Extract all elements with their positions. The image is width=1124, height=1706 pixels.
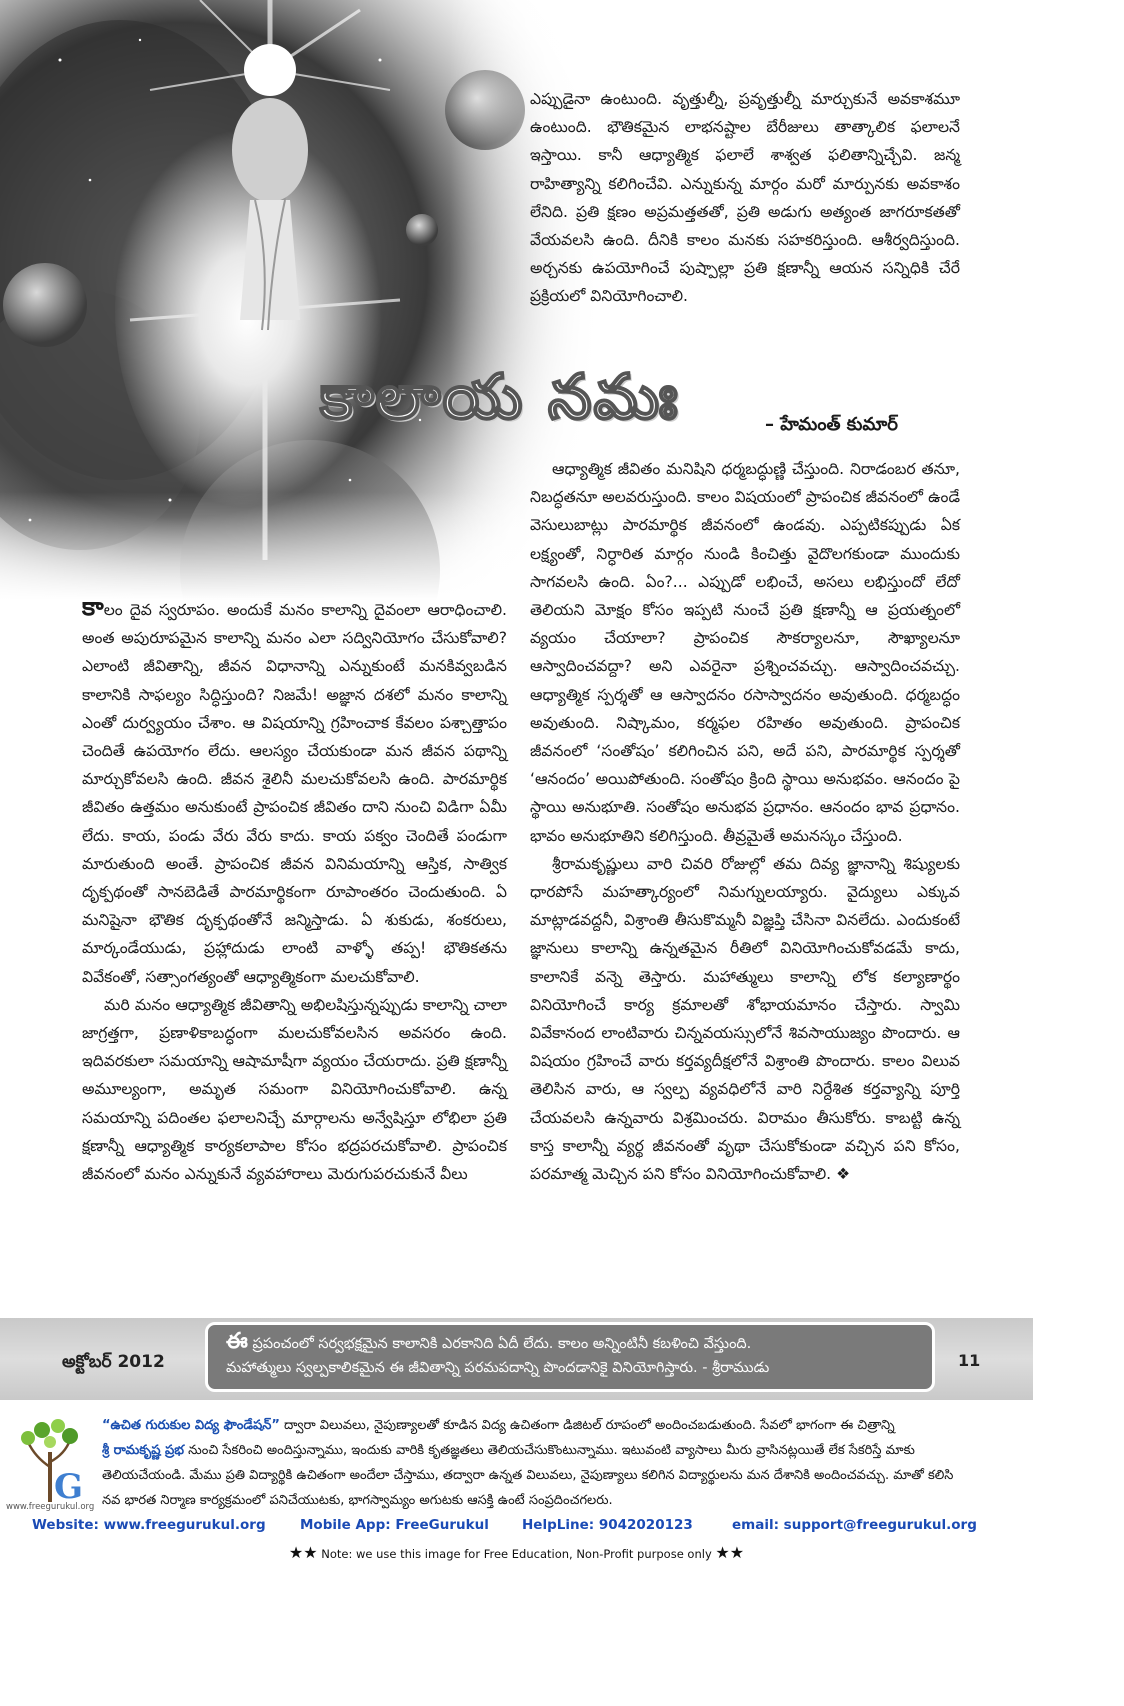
- top-paragraph: ఎప్పుడైనా ఉంటుంది. వృత్తుల్నీ, ప్రవృత్తుల్నీ మార్చుకునే అవకాశమూ ఉంటుంది. భౌతికమైన లాభనష్టాల బేరీజులు తాత్కాలిక ఫలాలనే ఇస్తాయి. కానీ ఆధ్యాత్మిక ఫలాలే శాశ్వత ఫలితాన్నిచ్చేవి. జన్మ రాహిత్యాన్ని కలిగించేవి. ఎన్నుకున్న మార్గం మరో మార్పునకు అవకాశం లేనిది. ప్రతి క్షణం అప్రమత్తతతో, ప్రతి అడుగు అత్యంత జాగరూకతతో వేయవలసి ఉంది. దీనికి కాలం మనకు సహకరిస్తుంది. ఆశీర్వదిస్తుంది. అర్చనకు ఉపయోగించే పుష్పాల్లా ప్రతి క్షణాన్నీ ఆయన సన్నిధికి చేరే ప్రక్రియలో వినియోగించాలి.: [530, 90, 960, 306]
- note-text: Note: we use this image for Free Education, Non-Profit purpose only: [321, 1547, 712, 1561]
- issue-month: అక్టోబర్ 2012: [62, 1352, 165, 1372]
- source-name: శ్రీ రామకృష్ణ ప్రభ: [102, 1443, 184, 1458]
- footer-line-2-text: నుంచి సేకరించి అందిస్తున్నాము, ఇందుకు వారికి కృతజ్ఞతలు తెలియచేసుకొంటున్నాము. ఇటువంటి వ్యాసాలు మీరు వ్రాసినట్లయితే లేక సేకరిస్తే మాకు: [183, 1443, 915, 1458]
- left-paragraph-1-text: లం దైవ స్వరూపం. అందుకే మనం కాలాన్ని దైవంలా ఆరాధించాలి. అంత అపురూపమైన కాలాన్ని మనం ఎలా సద్వినియోగం చేసుకోవాలి? ఎలాంటి జీవితాన్ని, జీవన విధానాన్ని ఎన్నుకుంటే మనకివ్వబడిన కాలానికి సాఫల్యం సిద్ధిస్తుంది? నిజమే! అజ్ఞాన దశలో మనం కాలాన్ని ఎంతో దుర్వ్యయం చేశాం. ఆ విషయాన్ని గ్రహించాక కేవలం పశ్చాత్తాపం చెందితే ఉపయోగం లేదు. ఆలస్యం చేయకుండా మన జీవన పథాన్ని మార్చుకోవలసి ఉంది. జీవన శైలినీ మలచుకోవలసి ఉంది. పారమార్థిక జీవితం ఉత్తమం అనుకుంటే ప్రాపంచిక జీవితం దాని నుంచి విడిగా ఏమీ లేదు. కాయ, పండు వేరు వేరు కాదు. కాయ పక్వం చెందితే పండుగా మారుతుంది అంతే. ప్రాపంచిక జీవన వినిమయాన్ని ఆస్తిక, సాత్విక దృక్పథంతో సానబెడితే పారమార్థికంగా రూపాంతరం చెందుతుంది. ఏ మనిషైనా భౌతిక దృక్పథంతోనే జన్మిస్తాడు. ఏ శుకుడు, శంకరులు, మార్కండేయుడు, ప్రహ్లాదుడు లాంటి వాళ్ళో తప్ప! భౌతికతను వివేకంతో, సత్సాంగత్యంతో ఆధ్యాత్మికంగా మలచుకోవాలి.: [82, 601, 507, 986]
- helpline-link[interactable]: HelpLine: 9042020123: [522, 1517, 693, 1533]
- quote-line-2: మహాత్ములు స్వల్పకాలికమైన ఈ జీవితాన్ని పరమపదాన్ని పొందడానికై వినియోగిస్తారు. - శ్రీరాముడు: [226, 1360, 770, 1376]
- article-title: కాలాయ నమః: [320, 360, 680, 433]
- quote-line-1-text: ప్రపంచంలో సర్వభక్షమైన కాలానికి ఎరకానిది ఏదీ లేదు. కాలం అన్నింటినీ కబళించి వేస్తుంది.: [252, 1336, 752, 1352]
- non-profit-note: [0, 1543, 1033, 1562]
- foundation-name: “ఉచిత గురుకుల విద్య ఫౌండేషన్”: [102, 1418, 280, 1433]
- diamond-ornament-icon: ❖: [836, 1165, 851, 1184]
- footer-line-2: [102, 1438, 962, 1463]
- right-paragraph-1: ఆధ్యాత్మిక జీవితం మనిషిని ధర్మబద్ధుణ్ణి చేస్తుంది. నిరాడంబర తనూ, నిబద్ధతనూ అలవరుస్తుంది. కాలం విషయంలో ప్రాపంచిక జీవనంలో ఉండే వెసులుబాట్లు పారమార్థిక జీవనంలో ఉండవు. ఎప్పటికప్పుడు ఏక లక్ష్యంతో, నిర్ధారిత మార్గం నుండి కించిత్తు వైదొలగకుండా ముందుకు సాగవలసి ఉంది. ఏం?... ఎప్పుడో లభించే, అసలు లభిస్తుందో లేదో తెలియని మోక్షం కోసం ఇప్పటి నుంచే ప్రతి క్షణాన్నీ ఆ ప్రయత్నంలో వ్యయం చేయాలా? ప్రాపంచిక సౌకర్యాలనూ, సౌఖ్యాలనూ ఆస్వాదించవద్దా? అని ఎవరైనా ప్రశ్నించవచ్చు. ఆస్వాదించవచ్చు. ఆధ్యాత్మిక స్పర్శతో ఆ ఆస్వాదనం రసాస్వాదనం అవుతుంది. ధర్మబద్ధం అవుతుంది. నిష్కామం, కర్మఫల రహితం అవుతుంది. ప్రాపంచిక జీవనంలో ‘సంతోషం’ కలిగించిన పని, అదే పని, పారమార్థిక స్పర్శతో ‘ఆనందం’ అయిపోతుంది. సంతోషం క్రింది స్థాయి అనుభవం. ఆనందం పై స్థాయి అనుభూతి. సంతోషం అనుభవ ప్రధానం. ఆనందం భావ ప్రధానం. భావం అనుభూతిని కలిగిస్తుంది. తీవ్రమైతే అమనస్కం చేస్తుంది.: [530, 460, 960, 845]
- contact-row: [32, 1517, 1002, 1539]
- left-paragraph-2: మరి మనం ఆధ్యాత్మిక జీవితాన్ని అభిలషిస్తున్నప్పుడు కాలాన్ని చాలా జాగ్రత్తగా, ప్రణాళికాబద్ధంగా మలచుకోవలసిన అవసరం ఉంది. ఇదివరకులా సమయాన్ని ఆషామాషీగా వ్యయం చేయరాదు. ప్రతి క్షణాన్నీ అమూల్యంగా, అమృత సమంగా వినియోగించుకోవాలి. ఉన్న సమయాన్ని పదింతల ఫలాలనిచ్చే మార్గాలను అన్వేషిస్తూ లోభిలా ప్రతి క్షణాన్నీ ఆధ్యాత్మిక కార్యకలాపాల కోసం భద్రపరచుకోవాలి. ప్రాపంచిక జీవనంలో మనం ఎన్నుకునే వ్యవహారాలు మెరుగుపరచుకునే వీలు: [82, 995, 507, 1184]
- right-paragraph-2-text: శ్రీరామకృష్ణులు వారి చివరి రోజుల్లో తమ దివ్య జ్ఞానాన్ని శిష్యులకు ధారపోసే మహత్కార్యంలో నిమగ్నులయ్యారు. వైద్యులు ఎక్కువ మాట్లాడవద్దనీ, విశ్రాంతి తీసుకొమ్మనీ విజ్ఞప్తి చేసినా వినలేదు. ఎందుకంటే జ్ఞానులు కాలాన్ని ఉన్నతమైన రీతిలో వినియోగించుకోవడమే కాదు, కాలానికే వన్నె తెస్తారు. మహాత్ములు కాలాన్ని లోక కల్యాణార్థం వినియోగించే కార్య క్రమాలతో శోభాయమానం చేస్తారు. స్వామి వివేకానంద లాంటివారు చిన్నవయస్సులోనే శివసాయుజ్యం పొందారు. ఆ విషయం గ్రహించే వారు కర్తవ్యదీక్షలోనే విశ్రాంతి పొందారు. కాలం విలువ తెలిసిన వారు, ఆ స్వల్ప వ్యవధిలోనే వారి నిర్దేశిత కర్తవ్యాన్ని పూర్తి చేయవలసి ఉన్నవారు విశ్రమించరు. విరామం తీసుకోరు. కాబట్టి ఉన్న కాస్త కాలాన్నీ వ్యర్థ జీవనంతో వృథా చేసుకోకుండా వచ్చిన పని కోసం, పరమాత్మ మెచ్చిన పని కోసం వినియోగించుకోవాలి.: [530, 854, 960, 1184]
- quote-box: [205, 1322, 935, 1392]
- left-paragraph-1: [82, 593, 507, 991]
- article-author: – హేమంత్ కుమార్: [765, 414, 898, 435]
- article-left-column: [82, 593, 507, 1188]
- logo-url-text: www.freegurukul.org: [6, 1502, 95, 1512]
- footer-description: [102, 1413, 962, 1513]
- drop-cap: కా: [82, 592, 104, 621]
- tree-logo-icon: [10, 1412, 90, 1507]
- star-icon-left: ★★: [288, 1543, 318, 1562]
- article-right-column: [530, 455, 960, 1188]
- footer-line-1-text: ద్వారా విలువలు, నైపుణ్యాలతో కూడిన విద్య ఉచితంగా డిజిటల్ రూపంలో అందించబడుతుంది. సేవలో భాగంగా ఈ చిత్రాన్ని: [279, 1418, 895, 1433]
- footer-line-1: [102, 1413, 962, 1438]
- website-link[interactable]: Website: www.freegurukul.org: [32, 1517, 266, 1533]
- footer-line-4: నవ భారత నిర్మాణ కార్యక్రమంలో పనిచేయుటకు, భాగస్వామ్యం అగుటకు ఆసక్తి ఉంటే సంప్రదించగలరు.: [102, 1493, 613, 1508]
- quote-first-letter: ఈ: [226, 1329, 248, 1354]
- praying-figure-illustration: [0, 0, 600, 600]
- svg-text:G: G: [54, 1467, 84, 1507]
- quote-line-1: [226, 1330, 914, 1356]
- mobile-app-link[interactable]: Mobile App: FreeGurukul: [300, 1517, 489, 1533]
- star-icon-right: ★★: [715, 1543, 745, 1562]
- right-paragraph-2: [530, 850, 960, 1188]
- page-number: 11: [958, 1351, 981, 1370]
- email-link[interactable]: email: support@freegurukul.org: [732, 1517, 977, 1533]
- footer-line-3: తెలియచేయండి. మేము ప్రతి విద్యార్థికి ఉచితంగా అందేలా చేస్తాము, తద్వారా ఉన్నత విలువలు, నైపుణ్యాలు కలిగిన విద్యార్థులను మన దేశానికి అందించవచ్చు. మాతో కలిసి: [102, 1468, 954, 1483]
- article-top-column: [530, 85, 960, 311]
